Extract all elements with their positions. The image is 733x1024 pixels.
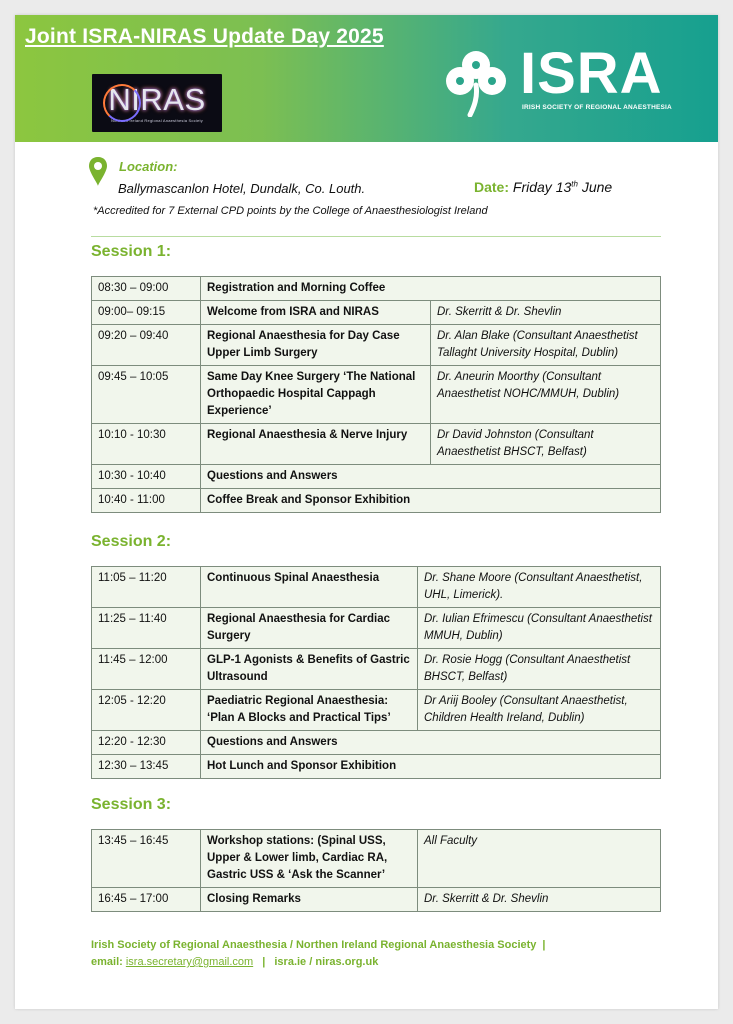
- time-cell: 16:45 – 17:00: [92, 888, 201, 912]
- table-row: [92, 830, 661, 888]
- topic-cell: Hot Lunch and Sponsor Exhibition: [201, 755, 661, 779]
- location-label: Location:: [119, 159, 178, 174]
- speaker-cell: Dr. Aneurin Moorthy (Consultant Anaesthetist NOHC/MMUH, Dublin): [431, 366, 661, 424]
- topic-cell: Same Day Knee Surgery ‘The National Orthopaedic Hospital Cappagh Experience’: [201, 366, 431, 424]
- topic-cell: Registration and Morning Coffee: [201, 277, 661, 301]
- topic-cell: Coffee Break and Sponsor Exhibition: [201, 489, 661, 513]
- topic-cell: Closing Remarks: [201, 888, 418, 912]
- topic-cell: Regional Anaesthesia for Day Case Upper Limb Surgery: [201, 325, 431, 366]
- location-value: Ballymascanlon Hotel, Dundalk, Co. Louth.: [118, 181, 366, 196]
- isra-logo-subtitle: IRISH SOCIETY OF REGIONAL ANAESTHESIA: [522, 104, 672, 111]
- flyer-page: [15, 15, 718, 1009]
- time-cell: 08:30 – 09:00: [92, 277, 201, 301]
- table-row: [92, 325, 661, 366]
- time-cell: 09:20 – 09:40: [92, 325, 201, 366]
- session-1-table: [91, 276, 661, 513]
- niras-logo-word: NIRAS: [108, 81, 206, 117]
- time-cell: 11:05 – 11:20: [92, 567, 201, 608]
- email-link[interactable]: isra.secretary@gmail.com: [125, 956, 254, 968]
- table-row: [92, 489, 661, 513]
- table-row: [92, 567, 661, 608]
- table-row: [92, 424, 661, 465]
- table-row: [92, 731, 661, 755]
- table-row: [92, 755, 661, 779]
- topic-cell: Questions and Answers: [201, 465, 661, 489]
- table-row: [92, 888, 661, 912]
- topic-cell: Regional Anaesthesia for Cardiac Surgery: [201, 608, 418, 649]
- date-block: [474, 179, 612, 195]
- table-row: [92, 690, 661, 731]
- topic-cell: Regional Anaesthesia & Nerve Injury: [201, 424, 431, 465]
- time-cell: 12:05 - 12:20: [92, 690, 201, 731]
- session-3-title: Session 3:: [91, 796, 172, 813]
- table-row: [92, 301, 661, 325]
- isra-logo: [440, 41, 680, 115]
- time-cell: 09:00– 09:15: [92, 301, 201, 325]
- speaker-cell: Dr David Johnston (Consultant Anaesthetist BHSCT, Belfast): [431, 424, 661, 465]
- topic-cell: Workshop stations: (Spinal USS, Upper & Lower limb, Cardiac RA, Gastric USS & ‘Ask the Scanner’: [201, 830, 418, 888]
- table-row: [92, 649, 661, 690]
- header-banner: [15, 15, 718, 142]
- speaker-cell: Dr. Skerritt & Dr. Shevlin: [418, 888, 661, 912]
- table-row: [92, 608, 661, 649]
- event-title: Joint ISRA-NIRAS Update Day 2025: [25, 25, 384, 48]
- niras-logo-subtitle: Northern Ireland Regional Anaesthesia Society: [111, 117, 203, 123]
- time-cell: 11:25 – 11:40: [92, 608, 201, 649]
- session-2-table: [91, 566, 661, 779]
- shamrock-icon: [440, 45, 512, 117]
- niras-logo: [92, 74, 222, 132]
- time-cell: 09:45 – 10:05: [92, 366, 201, 424]
- website-links[interactable]: isra.ie / niras.org.uk: [274, 956, 379, 968]
- footer-societies: Irish Society of Regional Anaesthesia / Northen Ireland Regional Anaesthesia Society |: [91, 939, 546, 951]
- time-cell: 10:30 - 10:40: [92, 465, 201, 489]
- speaker-cell: Dr. Shane Moore (Consultant Anaesthetist, UHL, Limerick).: [418, 567, 661, 608]
- topic-cell: Paediatric Regional Anaesthesia: ‘Plan A Blocks and Practical Tips’: [201, 690, 418, 731]
- topic-cell: Continuous Spinal Anaesthesia: [201, 567, 418, 608]
- location-pin-icon: [89, 157, 107, 187]
- speaker-cell: Dr Ariij Booley (Consultant Anaesthetist, Children Health Ireland, Dublin): [418, 690, 661, 731]
- table-row: [92, 366, 661, 424]
- time-cell: 12:20 - 12:30: [92, 731, 201, 755]
- date-value: Friday 13th June: [512, 179, 613, 195]
- topic-cell: GLP-1 Agonists & Benefits of Gastric Ultrasound: [201, 649, 418, 690]
- speaker-cell: Dr. Skerritt & Dr. Shevlin: [431, 301, 661, 325]
- divider: [91, 236, 661, 237]
- time-cell: 11:45 – 12:00: [92, 649, 201, 690]
- table-row: [92, 277, 661, 301]
- cpd-note: *Accredited for 7 External CPD points by the College of Anaesthesiologist Ireland: [93, 205, 488, 217]
- table-row: [92, 465, 661, 489]
- time-cell: 10:10 - 10:30: [92, 424, 201, 465]
- footer-contact: email: isra.secretary@gmail.com | isra.ie / niras.org.uk: [91, 956, 379, 968]
- session-2-title: Session 2:: [91, 533, 172, 550]
- niras-ring-icon: [103, 84, 141, 122]
- time-cell: 10:40 - 11:00: [92, 489, 201, 513]
- time-cell: 12:30 – 13:45: [92, 755, 201, 779]
- email-label: email:: [91, 956, 123, 968]
- isra-logo-word: ISRA: [520, 41, 663, 106]
- time-cell: 13:45 – 16:45: [92, 830, 201, 888]
- date-label: Date:: [474, 179, 510, 195]
- speaker-cell: Dr. Alan Blake (Consultant Anaesthetist Tallaght University Hospital, Dublin): [431, 325, 661, 366]
- topic-cell: Questions and Answers: [201, 731, 661, 755]
- speaker-cell: All Faculty: [418, 830, 661, 888]
- topic-cell: Welcome from ISRA and NIRAS: [201, 301, 431, 325]
- session-1-title: Session 1:: [91, 243, 172, 260]
- speaker-cell: Dr. Iulian Efrimescu (Consultant Anaesthetist MMUH, Dublin): [418, 608, 661, 649]
- session-3-table: [91, 829, 661, 912]
- speaker-cell: Dr. Rosie Hogg (Consultant Anaesthetist BHSCT, Belfast): [418, 649, 661, 690]
